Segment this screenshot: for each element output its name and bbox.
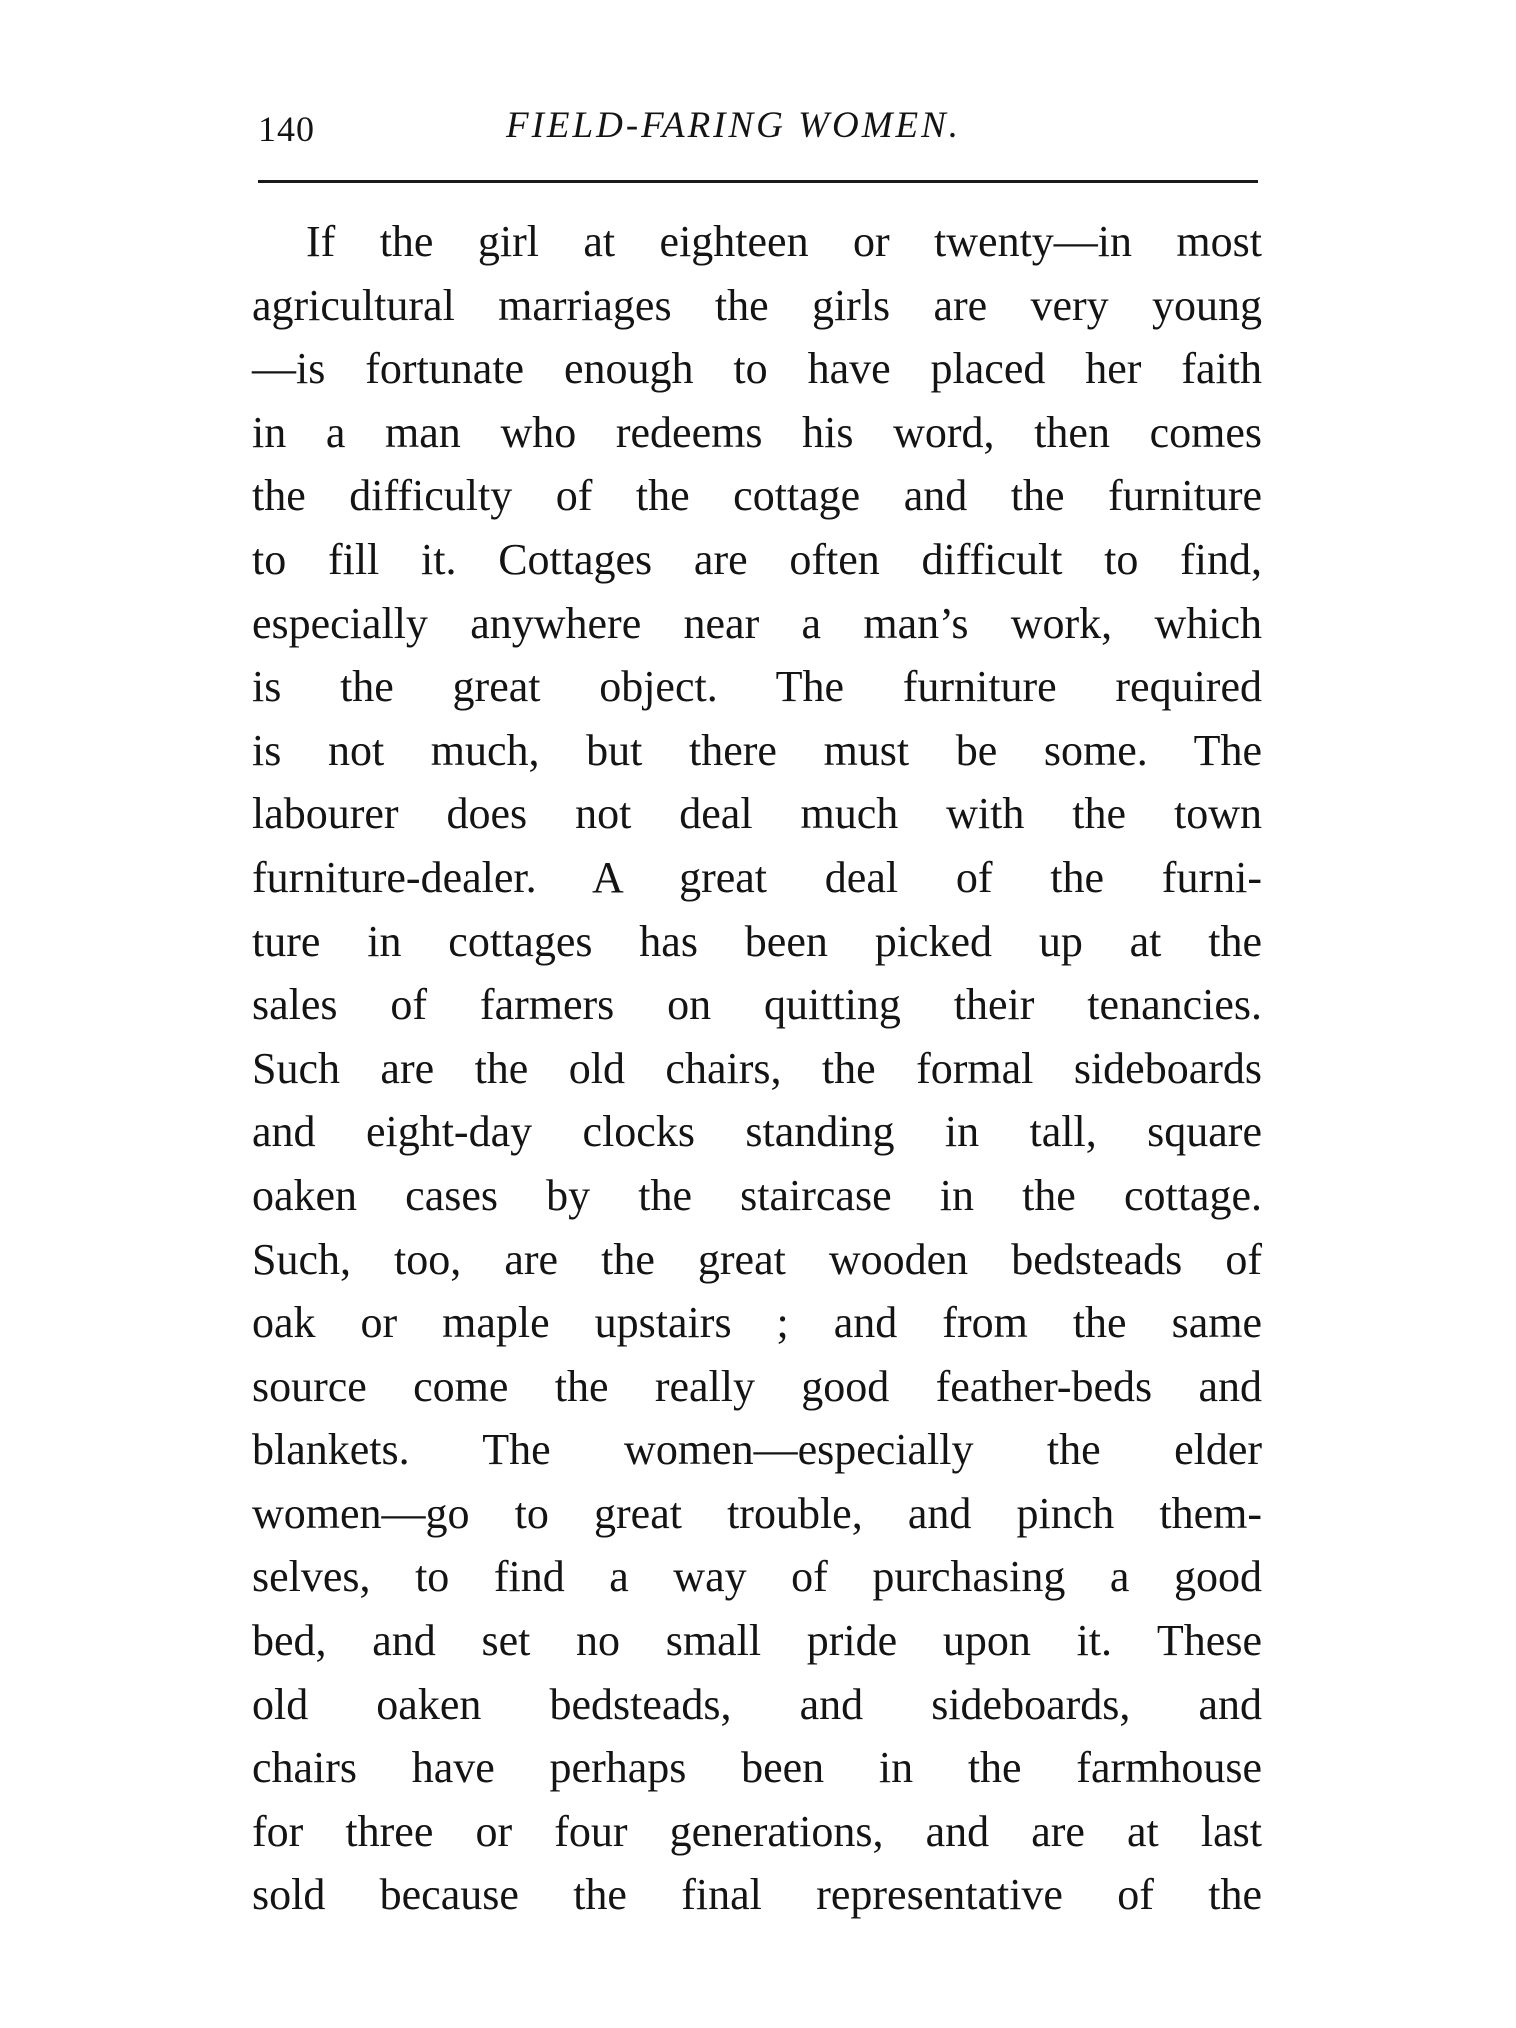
text-line: old oaken bedsteads, and sideboards, and bbox=[252, 1679, 1262, 1729]
text-line: oak or maple upstairs ; and from the same bbox=[252, 1298, 1262, 1348]
text-line: agricultural marriages the girls are very young bbox=[252, 280, 1262, 330]
text-line: the difficulty of the cottage and the furniture bbox=[252, 471, 1262, 521]
header-rule bbox=[258, 180, 1258, 183]
text-line: —is fortunate enough to have placed her faith bbox=[252, 344, 1262, 394]
text-line: sales of farmers on quitting their tenancies. bbox=[252, 980, 1262, 1030]
running-head bbox=[258, 104, 1258, 154]
text-line: to fill it. Cottages are often difficult to find, bbox=[252, 534, 1262, 584]
text-line: Such, too, are the great wooden bedsteads of bbox=[252, 1234, 1262, 1284]
page-number: 140 bbox=[258, 109, 315, 149]
text-line: furniture-dealer. A great deal of the furni- bbox=[252, 852, 1262, 902]
body-paragraph bbox=[252, 210, 1262, 1927]
text-line: sold because the final representative of the bbox=[252, 1870, 1262, 1920]
text-line: for three or four generations, and are at last bbox=[252, 1806, 1262, 1856]
text-line: blankets. The women—especially the elder bbox=[252, 1425, 1262, 1475]
text-line: and eight-day clocks standing in tall, square bbox=[252, 1107, 1262, 1157]
text-line: labourer does not deal much with the town bbox=[252, 789, 1262, 839]
text-line: source come the really good feather-beds and bbox=[252, 1361, 1262, 1411]
running-title: FIELD-FARING WOMEN. bbox=[506, 105, 962, 146]
text-line: selves, to find a way of purchasing a good bbox=[252, 1552, 1262, 1602]
text-line: is not much, but there must be some. The bbox=[252, 725, 1262, 775]
text-line: Such are the old chairs, the formal sideboards bbox=[252, 1043, 1262, 1093]
text-line: women—go to great trouble, and pinch them- bbox=[252, 1488, 1262, 1538]
text-line: is the great object. The furniture required bbox=[252, 662, 1262, 712]
text-line: oaken cases by the staircase in the cottage. bbox=[252, 1170, 1262, 1220]
text-line: especially anywhere near a man’s work, which bbox=[252, 598, 1262, 648]
text-line: chairs have perhaps been in the farmhouse bbox=[252, 1743, 1262, 1793]
text-line: bed, and set no small pride upon it. These bbox=[252, 1616, 1262, 1666]
text-line: in a man who redeems his word, then comes bbox=[252, 407, 1262, 457]
text-line: If the girl at eighteen or twenty—in most bbox=[306, 217, 1262, 266]
text-line: ture in cottages has been picked up at the bbox=[252, 916, 1262, 966]
